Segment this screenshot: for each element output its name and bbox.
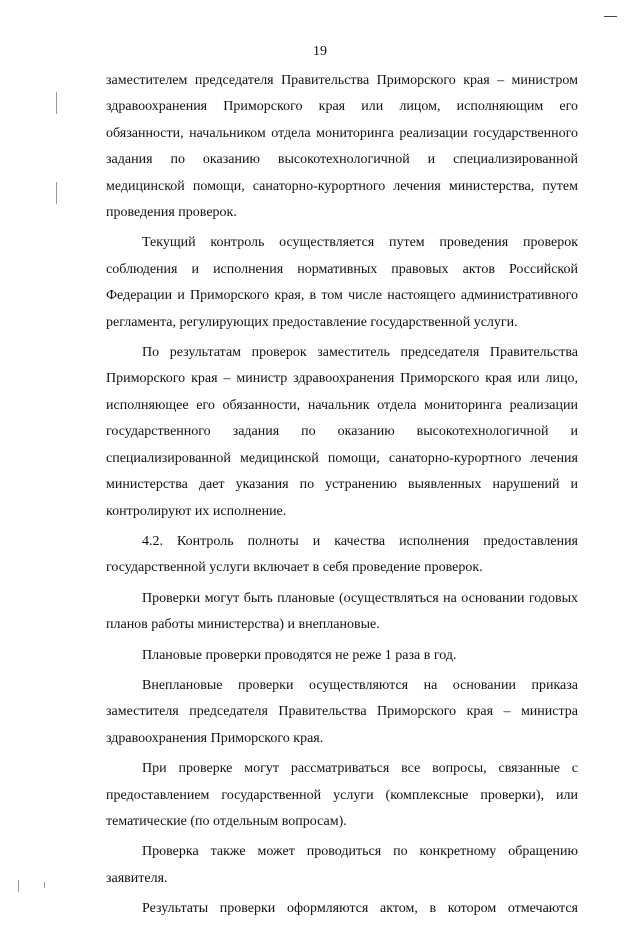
scan-mark-top [56,92,57,114]
scan-mark-middle [56,182,57,204]
paragraph-6: Плановые проверки проводятся не реже 1 раза в год. [142,647,457,663]
paragraph-10: Результаты проверки оформляются актом, в котором отмечаются [142,901,578,917]
paragraph-7: Внеплановые проверки осуществляются на основании приказа заместителя председателя Правительства Приморского края – министра здравоохранения Приморского края. [106,677,578,746]
paragraph-5: Проверки могут быть плановые (осуществляться на основании годовых планов работы министерства) и внеплановые. [106,590,578,633]
paragraph-1: заместителем председателя Правительства Приморского края – министром здравоохранения Приморского края или лицом, исполняющим его обязанности, начальником отдела мониторинга реализации государственного задания по оказанию высокотехнологичной и специализированной медицинской помощи, санаторно-курортного лечения министерства, путем проведения проверок. [106,73,578,221]
paragraph-4: 4.2. Контроль полноты и качества исполнения предоставления государственной услуги включает в себя проведение проверок. [106,533,578,576]
paragraph-9: Проверка также может проводиться по конкретному обращению заявителя. [106,844,578,886]
body-text [106,68,578,927]
page-number: 19 [313,44,327,59]
scan-mark-bottom-left [18,880,19,892]
paragraph-2: Текущий контроль осуществляется путем проведения проверок соблюдения и исполнения нормативных правовых актов Российской Федерации и Приморского края, в том числе настоящего административного регламента, регулирующих предоставление государственной услуги. [106,235,578,330]
paragraph-8: При проверке могут рассматриваться все вопросы, связанные с предоставлением государственной услуги (комплексные проверки), или тематические (по отдельным вопросам). [106,761,578,829]
paragraph-3: По результатам проверок заместитель председателя Правительства Приморского края – министр здравоохранения Приморского края или лицо, исполняющее его обязанности, начальник отдела мониторинга реализации государственного задания по оказанию высокотехнологичной и специализированной медицинской помощи, санаторно-курортного лечения министерства дает указания по устранению выявленных нарушений и контролируют их исполнение. [106,345,578,519]
corner-dash-mark [604,16,617,17]
scan-mark-bottom [44,882,45,888]
